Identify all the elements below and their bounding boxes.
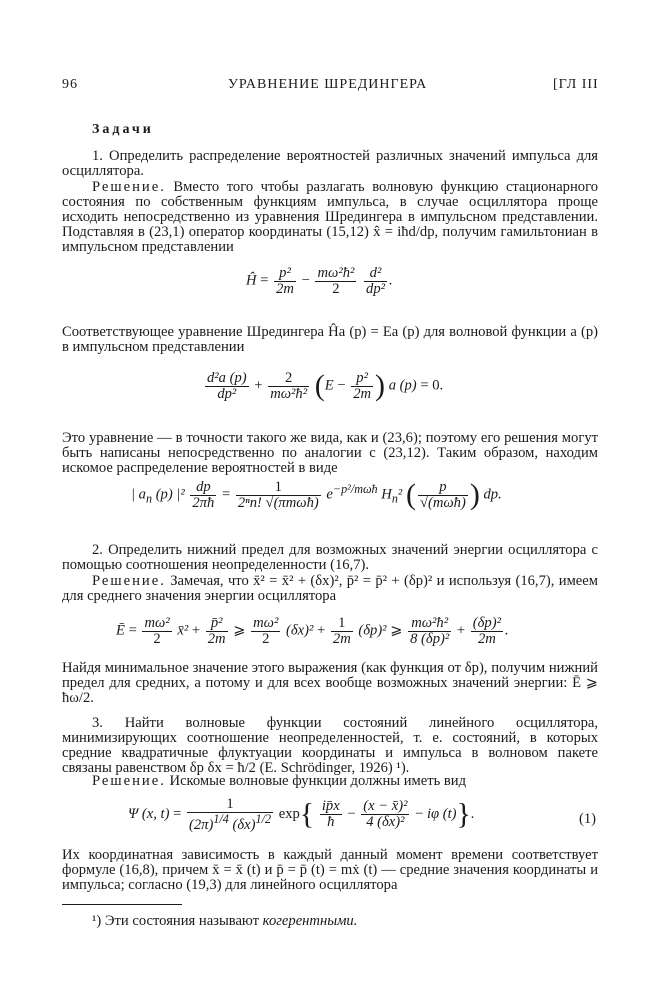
footnote-text: Эти состояния называют: [104, 913, 263, 929]
footnote-marker: ¹): [92, 913, 102, 929]
solution-text: Искомые волновые функции должны иметь вид: [169, 773, 467, 789]
problem-2-statement: 2. Определить нижний предел для возможных значений энергии осциллятора с помощью соотношения неопределенности (16,7).: [62, 542, 598, 573]
equation-coherent-state: Ψ (x, t) = $\frac{1}{(2\pi)^{1/4} (\delta x)^{1/2}}$ exp{ $\frac{ip̄x}{ħ}$ − $\frac{\text{(x − x̄)²}}{\text{4 (δx)²}}$ − iφ (t)}.: [128, 796, 475, 833]
solution-text: Замечая, что x̄² = x̄² + (δx)², p̄² = p̄² + (δp)² и используя (16,7), имеем для среднего значения энергии осциллятора: [62, 573, 598, 604]
problem-3-solution: [62, 774, 598, 789]
section-title: Задачи: [92, 122, 154, 137]
chapter-label: [ГЛ III: [553, 77, 599, 92]
equation-number: (1): [578, 811, 596, 827]
running-title: УРАВНЕНИЕ ШРЕДИНГЕРА: [228, 77, 428, 92]
equation-hamiltonian: Ĥ = $\frac{\text{p²}}{2m}$ − $\frac{\text{mω²ħ²}}{2}$ $\frac{\text{d²}}{\text{dp²}}$ .: [246, 265, 393, 297]
equation-mean-energy: Ē = $\frac{\text{mω²}}{2}$ x̄² + $\frac{\text{p̄²}}{2m}$ ⩾ $\frac{\text{mω²}}{2}$ (δx)² + $\frac{1}{2m}$ (δp)² ⩾ $\frac{\text{mω²ħ²}}{\text{8 (δp)²}}$ + $\frac{\text{(δp)²}}{2m}$ .: [116, 615, 509, 647]
problem-2-solution: [62, 574, 598, 604]
problem-2-text-2: Найдя минимальное значение этого выражения (как функция от δp), получим нижний предел для средних, а потому и для всех вообще возможных значений энергии: Ē ⩾ ħω/2.: [62, 660, 598, 706]
equation-distribution: | $a_n$ (p) |² $\frac{dp}{2\pi ħ}$ = $\frac{1}{\text{2ⁿn! √(πmωħ)}}$ $e^{-p^2/m\omega ħ}$ $H_n^2$ ( $\frac{p}{\text{√(mωħ)}}$ ) dp.: [131, 478, 502, 512]
equation-momentum: $\frac{\text{d²a (p)}}{\text{dp²}}$ + $\frac{2}{\text{mω²ħ²}}$ (E − $\frac{\text{p²}}{2m}$ ) a (p) = 0.: [207, 369, 444, 403]
problem-1-text-2: Соответствующее уравнение Шредингера Ĥa (p) = Ea (p) для волновой функции a (p) в импульсном представлении: [62, 324, 598, 355]
problem-3-text-2: Их координатная зависимость в каждый данный момент времени соответствует формуле (16,8), причем x̄ = x̄ (t) и p̄ = p̄ (t) = mẋ (t) — средние значения координаты и импульса; согласно (19,3) для линейного осциллятора: [62, 847, 598, 893]
solution-label: Решение.: [92, 773, 166, 789]
solution-label: Решение.: [92, 179, 166, 195]
footnote-emphasis: когерентными.: [262, 913, 358, 929]
page-number: 96: [62, 77, 78, 92]
footnote-divider: [62, 904, 182, 905]
solution-text: Вместо того чтобы разлагать волновую функцию стационарного состояния по собственным функциям импульса, в случае осциллятора проще исходить непосредственно из уравнения Шредингера в импульсном представлении. Подставляя в (23,1) оператор координаты (15,12) x̂ = iħd/dp, получим гамильтониан в импульсном представлении: [62, 179, 598, 255]
problem-1-statement: 1. Определить распределение вероятностей различных значений импульса для осциллятора.: [62, 148, 598, 179]
footnote: [92, 914, 357, 929]
problem-1-solution: [62, 180, 598, 254]
problem-3-statement: 3. Найти волновые функции состояний линейного осциллятора, минимизирующих соотношение неопределенностей, т. е. состояний, в которых средние квадратичные флуктуации координаты и импульса в волновом пакете связаны равенством δp δx = ħ/2 (E. Schrödinger, 1926) ¹).: [62, 715, 598, 776]
solution-label: Решение.: [92, 573, 166, 589]
problem-1-text-3: Это уравнение — в точности такого же вида, как и (23,6); поэтому его решения могут быть написаны непосредственно по аналогии с (23,12). Таким образом, находим искомое распределение вероятностей в виде: [62, 430, 598, 476]
